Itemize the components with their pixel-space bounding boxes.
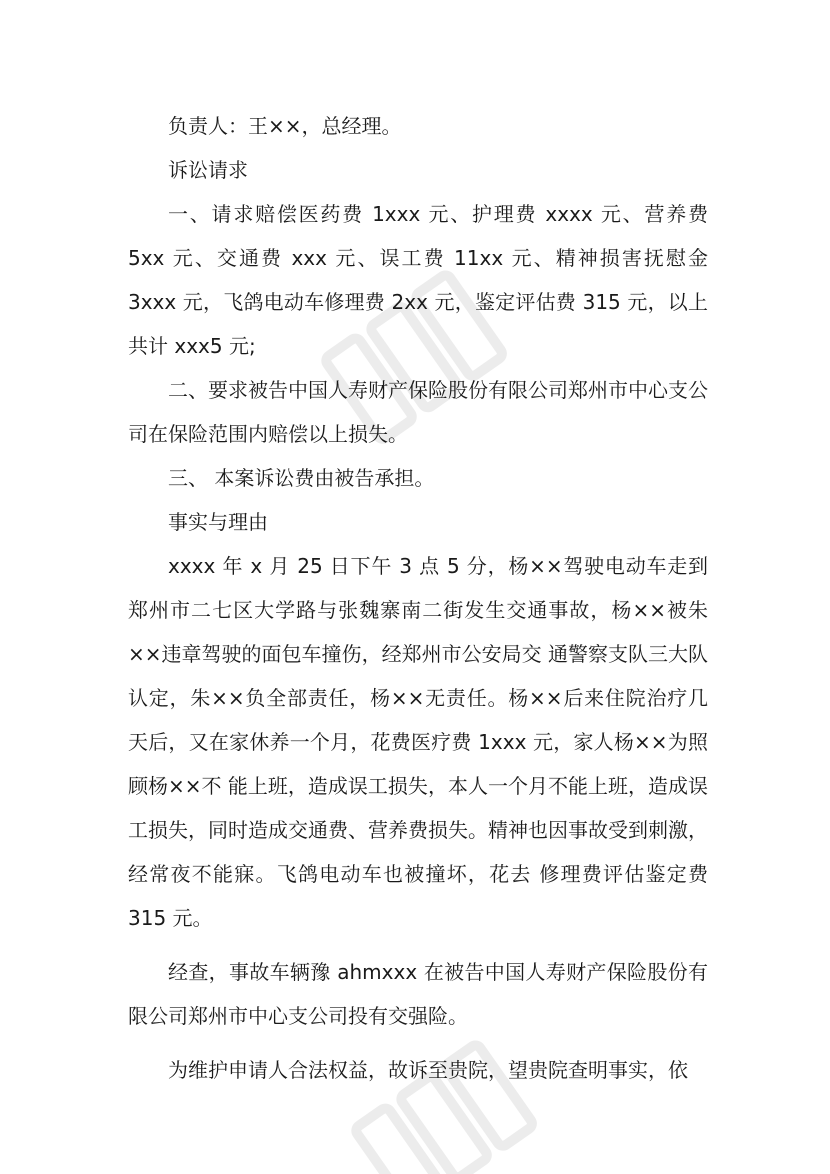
respondent-line: 负责人：王××，总经理。 — [168, 114, 402, 138]
claim-item-3: 三、 本案诉讼费由被告承担。 — [168, 466, 435, 490]
finding-paragraph: 经查，事故车辆豫 ahmxxx 在被告中国人寿财产保险股份有限公司郑州市中心支公司投有交强险。 — [128, 960, 708, 1028]
request-paragraph: 为维护申请人合法权益，故诉至贵院，望贵院查明事实，依 — [168, 1058, 688, 1082]
section-heading-facts: 事实与理由 — [168, 510, 268, 534]
section-heading-claims: 诉讼请求 — [168, 158, 248, 182]
claim-item-2: 二、要求被告中国人寿财产保险股份有限公司郑州市中心支公司在保险范围内赔偿以上损失。 — [128, 378, 708, 446]
facts-paragraph: xxxx 年 x 月 25 日下午 3 点 5 分，杨××驾驶电动车走到郑州市二七区大学路与张魏寨南二街发生交通事故，杨××被朱××违章驾驶的面包车撞伤，经郑州市公安局交 通警察支队三大队认定，朱××负全部责任，杨××无责任。杨××后来住院治疗几天后，又在家休养一个月，花费医疗费 1xxx 元，家人杨××为照顾杨××不 能上班，造成误工损失，本人一个月不能上班，造成误工损失，同时造成交通费、营养费损失。精神也因事故受到刺激，经常夜不能寐。飞鸽电动车也被撞坏，花去 修理费评估鉴定费 315 元。 — [128, 554, 708, 930]
claim-item-1: 一、请求赔偿医药费 1xxx 元、护理费 xxxx 元、营养费 5xx 元、交通费 xxx 元、误工费 11xx 元、精神损害抚慰金 3xxx 元，飞鸽电动车修理费 2xx 元，鉴定评估费 315 元，以上共计 xxx5 元; — [128, 202, 708, 358]
document-body — [128, 104, 708, 1092]
